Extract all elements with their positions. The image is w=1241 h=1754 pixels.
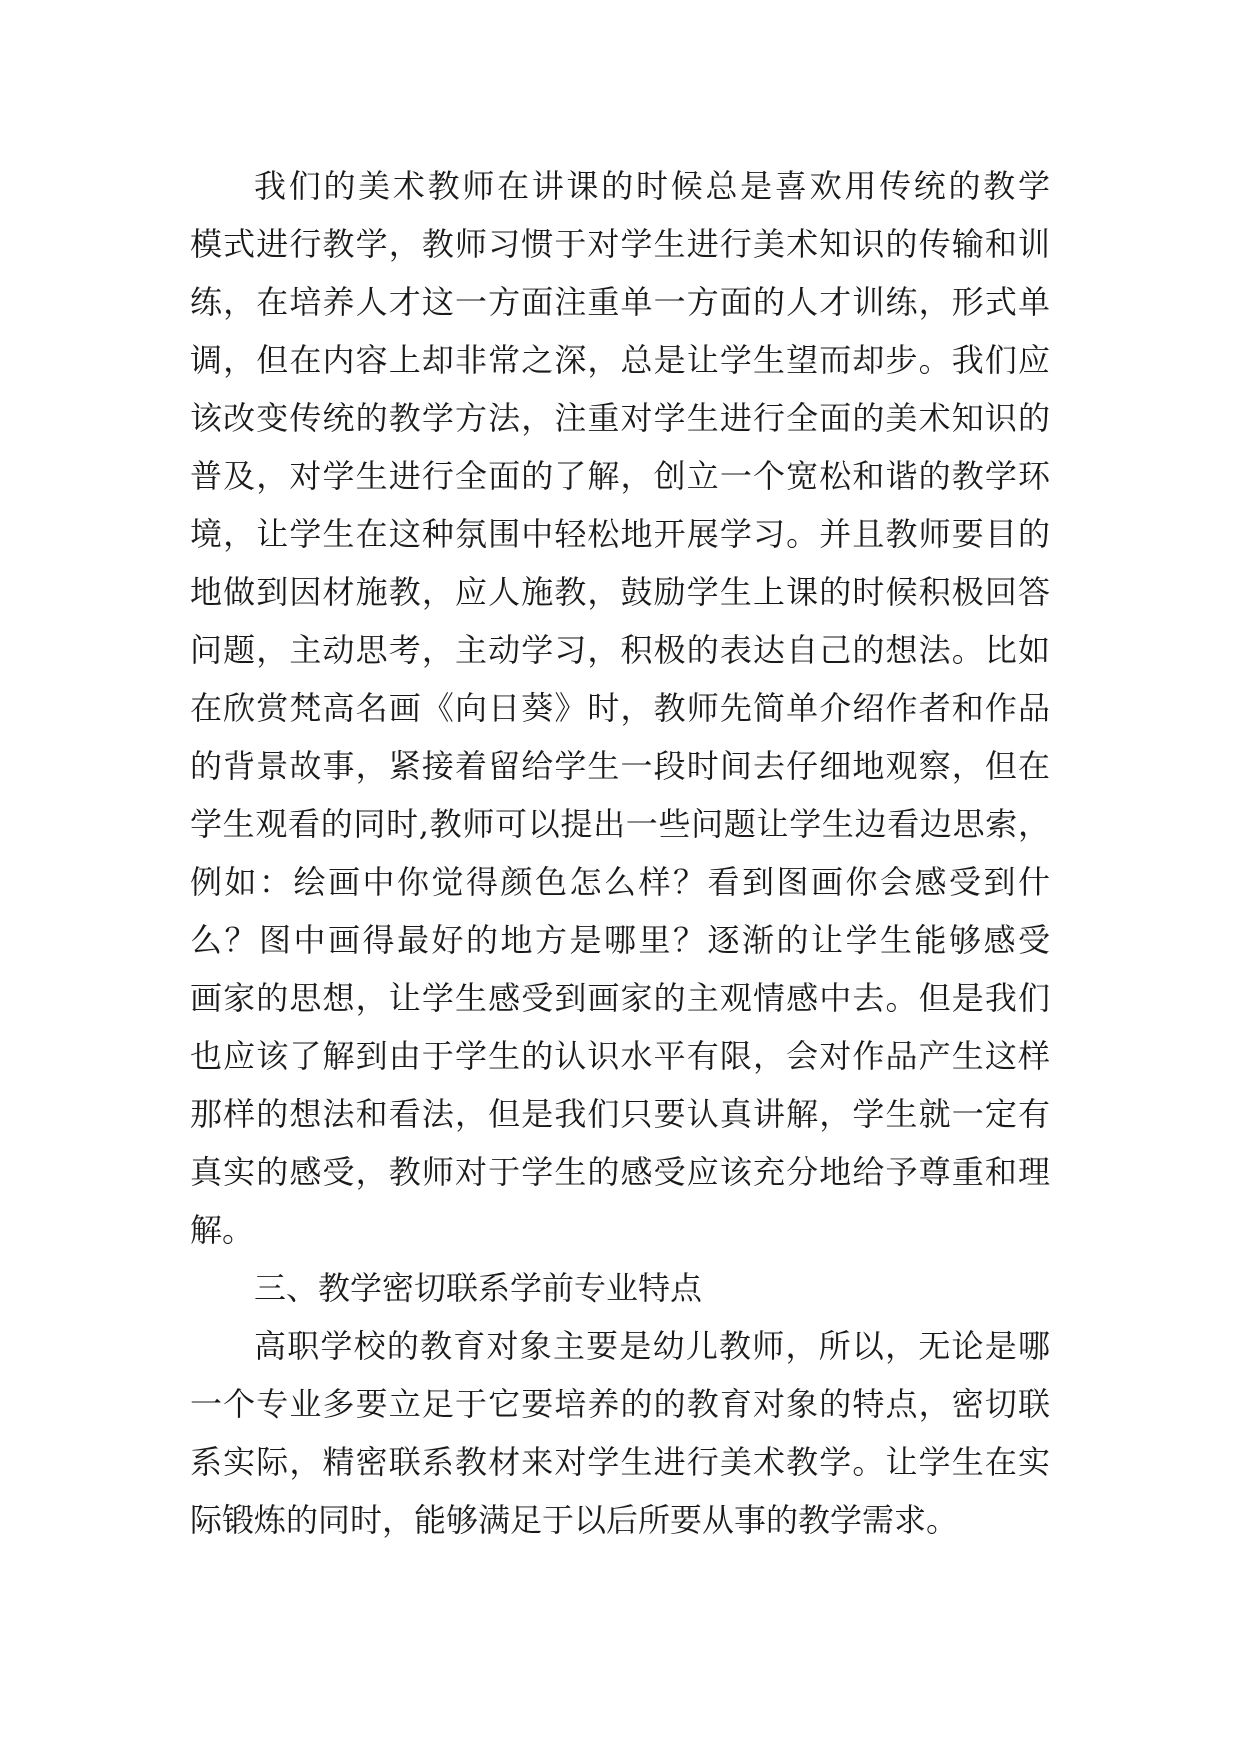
paragraph-1-line-7: 境，让学生在这种氛围中轻松地开展学习。并且教师要目的 <box>190 515 1050 553</box>
paragraph-1-line-4: 调，但在内容上却非常之深，总是让学生望而却步。我们应 <box>190 341 1050 379</box>
paragraph-1-line-5: 该改变传统的教学方法，注重对学生进行全面的美术知识的 <box>190 399 1050 437</box>
paragraph-1-line-2: 模式进行教学，教师习惯于对学生进行美术知识的传输和训 <box>190 225 1050 263</box>
paragraph-1-line-6: 普及，对学生进行全面的了解，创立一个宽松和谐的教学环 <box>190 457 1050 495</box>
body-text <box>190 157 1050 1549</box>
paragraph-1-line-13: 例如：绘画中你觉得颜色怎么样？看到图画你会感受到什 <box>190 863 1050 901</box>
paragraph-1-line-19: 解。 <box>190 1211 255 1249</box>
paragraph-2-line-4: 际锻炼的同时，能够满足于以后所要从事的教学需求。 <box>190 1501 959 1539</box>
paragraph-1-line-10: 在欣赏梵高名画《向日葵》时，教师先简单介绍作者和作品 <box>190 689 1050 727</box>
paragraph-1-line-11: 的背景故事，紧接着留给学生一段时间去仔细地观察，但在 <box>190 747 1050 785</box>
section-heading: 三、教学密切联系学前专业特点 <box>254 1269 703 1307</box>
paragraph-2-line-3: 系实际，精密联系教材来对学生进行美术教学。让学生在实 <box>190 1443 1050 1481</box>
paragraph-1-line-3: 练，在培养人才这一方面注重单一方面的人才训练，形式单 <box>190 283 1050 321</box>
paragraph-1-line-15: 画家的思想，让学生感受到画家的主观情感中去。但是我们 <box>190 979 1050 1017</box>
paragraph-1-line-14: 么？图中画得最好的地方是哪里？逐渐的让学生能够感受 <box>190 921 1050 959</box>
paragraph-1-line-18: 真实的感受，教师对于学生的感受应该充分地给予尊重和理 <box>190 1153 1050 1191</box>
paragraph-1-line-16: 也应该了解到由于学生的认识水平有限，会对作品产生这样 <box>190 1037 1050 1075</box>
paragraph-2-line-1: 高职学校的教育对象主要是幼儿教师，所以，无论是哪 <box>254 1327 1050 1365</box>
paragraph-2-line-2: 一个专业多要立足于它要培养的的教育对象的特点，密切联 <box>190 1385 1050 1423</box>
paragraph-1-line-8: 地做到因材施教，应人施教，鼓励学生上课的时候积极回答 <box>190 573 1050 611</box>
paragraph-1-line-1: 我们的美术教师在讲课的时候总是喜欢用传统的教学 <box>254 167 1050 205</box>
paragraph-1-line-17: 那样的想法和看法，但是我们只要认真讲解，学生就一定有 <box>190 1095 1050 1133</box>
paragraph-1-line-12: 学生观看的同时,教师可以提出一些问题让学生边看边思索， <box>190 805 1050 843</box>
paragraph-1-line-9: 问题，主动思考，主动学习，积极的表达自己的想法。比如 <box>190 631 1050 669</box>
